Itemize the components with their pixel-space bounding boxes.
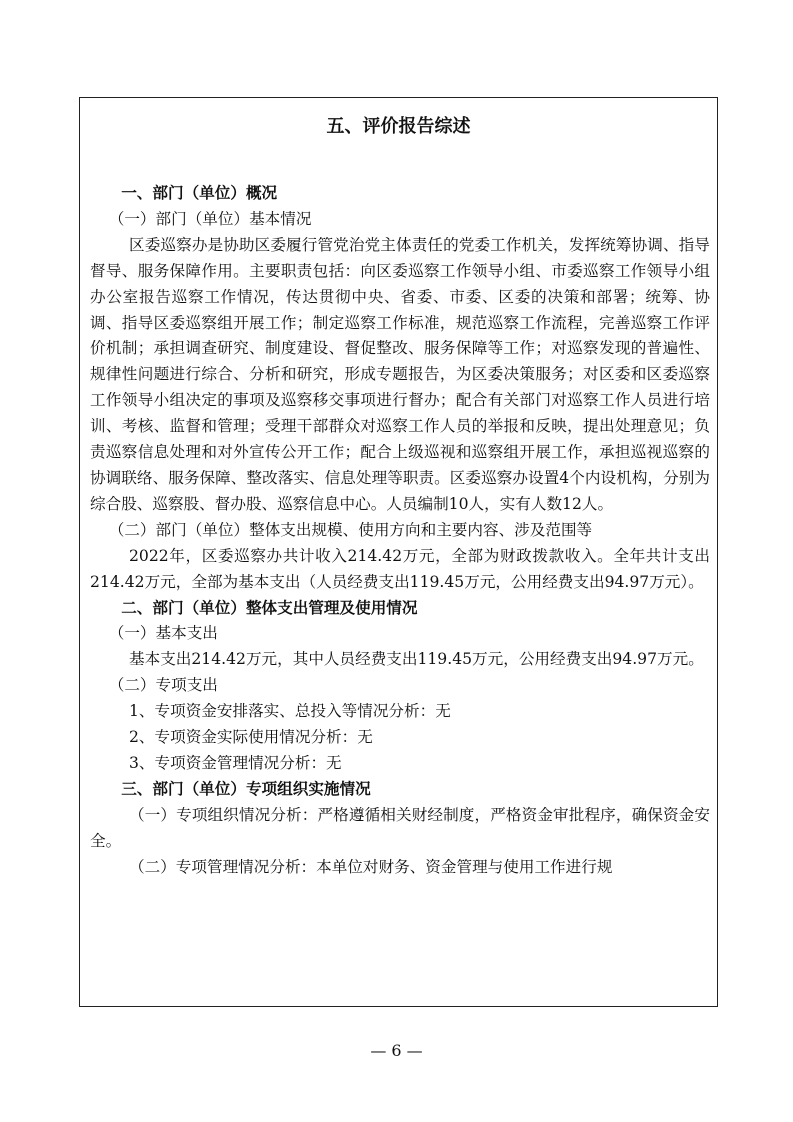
paragraph-income-expenditure: 2022年，区委巡察办共计收入214.42万元，全部为财政拨款收入。全年共计支出214.42万元，全部为基本支出（人员经费支出119.45万元，公用经费支出94.97万元）。 <box>90 546 710 591</box>
paragraph-basic-expenditure: 基本支出214.42万元，其中人员经费支出119.45万元，公用经费支出94.97万元。 <box>129 650 704 669</box>
paragraph-responsibilities: 区委巡察办是协助区委履行管党治党主体责任的党委工作机关，发挥统筹协调、指导督导、服务保障作用。主要职责包括：向区委巡察工作领导小组、市委巡察工作领导小组办公室报告巡察工作情况，传达贯彻中央、省委、市委、区委的决策和部署；统筹、协调、指导区委巡察组开展工作；制定巡察工作标准，规范巡察工作流程，完善巡察工作评价机制；承担调查研究、制度建设、督促整改、服务保障等工作；对巡察发现的普遍性、规律性问题进行综合、分析和研究，形成专题报告，为区委决策服务；对区委和区委巡察工作领导小组决定的事项及巡察移交事项进行督办；配合有关部门对巡察工作人员进行培训、考核、监督和管理；受理干部群众对巡察工作人员的举报和反映，提出处理意见；负责巡察信息处理和对外宣传公开工作；配合上级巡视和巡察组开展工作，承担巡视巡察的协调联络、服务保障、整改落实、信息处理等职责。区委巡察办设置4个内设机构，分别为综合股、巡察股、督办股、巡察信息中心。人员编制10人，实有人数12人。 <box>90 235 710 513</box>
paragraph-management-analysis: （二）专项管理情况分析：本单位对财务、资金管理与使用工作进行规 <box>129 857 613 876</box>
subheading-basic-expenditure: （一）基本支出 <box>108 624 218 643</box>
heading-expenditure-management: 二、部门（单位）整体支出管理及使用情况 <box>121 598 418 617</box>
list-item: 3、专项资金管理情况分析：无 <box>129 753 342 772</box>
report-body <box>90 181 710 880</box>
list-item: 2、专项资金实际使用情况分析：无 <box>129 728 373 747</box>
subheading-basic-info: （一）部门（单位）基本情况 <box>108 209 312 228</box>
heading-department-overview: 一、部门（单位）概况 <box>121 184 278 202</box>
paragraph-organization-analysis: （一）专项组织情况分析：严格遵循相关财经制度，严格资金审批程序，确保资金安全。 <box>90 805 710 850</box>
page-number: — 6 — <box>370 1041 423 1060</box>
section-title: 五、评价报告综述 <box>326 116 471 137</box>
subheading-special-expenditure: （二）专项支出 <box>108 676 218 695</box>
list-item: 1、专项资金安排落实、总投入等情况分析：无 <box>129 702 451 721</box>
heading-special-implementation: 三、部门（单位）专项组织实施情况 <box>121 779 371 798</box>
subheading-expenditure-scale: （二）部门（单位）整体支出规模、使用方向和主要内容、涉及范围等 <box>108 520 593 539</box>
report-frame <box>79 97 718 1007</box>
